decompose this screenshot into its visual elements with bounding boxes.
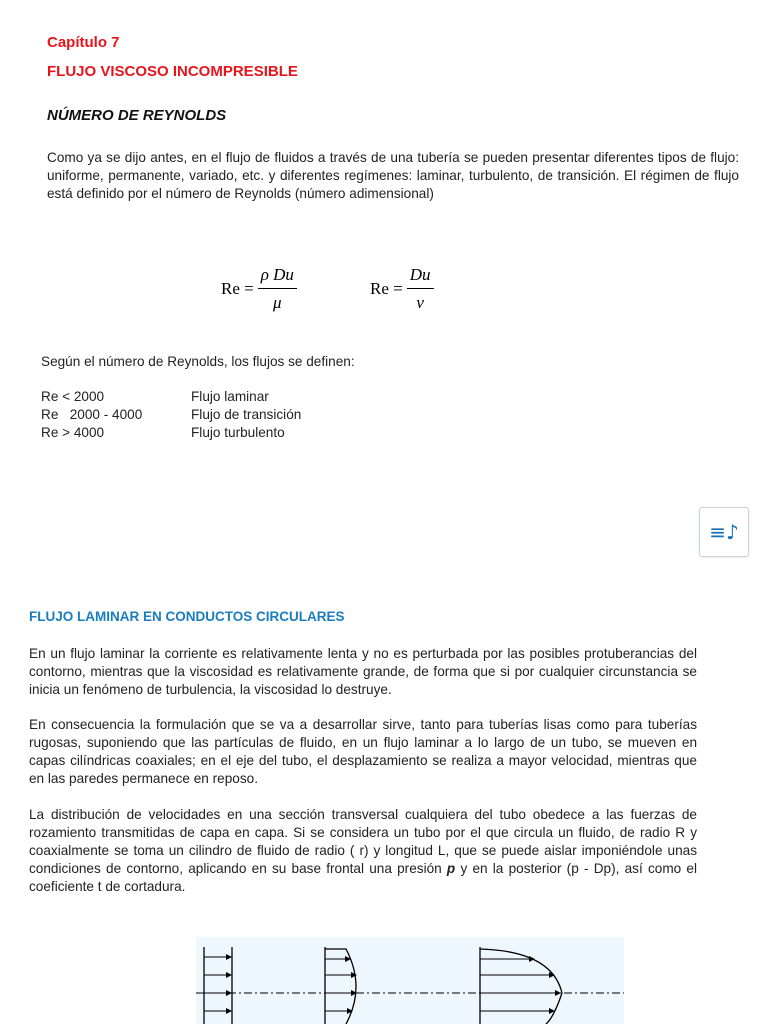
playlist-button[interactable]: [699, 507, 749, 557]
regime-row: [41, 424, 301, 442]
laminar-paragraph-1: En un flujo laminar la corriente es relativamente lenta y no es perturbada por las posibles protuberancias del contorno, mientras que la viscosidad es relativamente grande, de forma que si por cualquier circunstancia se inicia un fenómeno de turbulencia, la viscosidad lo destruye.: [29, 646, 697, 697]
reynolds-formula-dynamic: [221, 265, 297, 313]
regime-range: Re 2000 - 4000: [41, 407, 143, 422]
paragraph-text: y en la posterior (p - Dp), así como el coeficiente t de cortadura.: [29, 861, 697, 894]
section-heading-reynolds: NÚMERO DE REYNOLDS: [47, 107, 227, 124]
regime-range: Re < 2000: [41, 389, 105, 404]
regimes-intro: Según el número de Reynolds, los flujos se definen:: [41, 354, 355, 369]
formula-numerator: Du: [407, 265, 434, 289]
chapter-number: Capítulo 7: [47, 34, 120, 51]
regime-type: Flujo de transición: [191, 407, 302, 422]
reynolds-formula-kinematic: [370, 265, 434, 313]
regime-type: Flujo laminar: [191, 389, 269, 404]
formula-denominator: ν: [416, 293, 424, 312]
regime-row: [41, 388, 301, 406]
velocity-profile-diagram: [196, 937, 624, 1024]
playlist-music-icon: ≡♪: [709, 520, 739, 544]
section-heading-laminar: FLUJO LAMINAR EN CONDUCTOS CIRCULARES: [29, 609, 345, 624]
regime-row: [41, 406, 301, 424]
formula-fraction: [407, 265, 434, 313]
formula-numerator: ρ Du: [258, 265, 297, 289]
formula-fraction: [258, 265, 297, 313]
formula-lhs: Re =: [370, 279, 403, 298]
regime-type: Flujo turbulento: [191, 425, 285, 440]
formula-lhs: Re =: [221, 279, 254, 298]
paragraph-text: La distribución de velocidades en una sección transversal cualquiera del tubo obedece a las fuerzas de rozamiento transmitidas de capa en capa. Si se considera un tubo por el que circula un fluido, de radio R y coaxialmente se toma un cilindro de fluido de radio ( r) y longitud L, que se puede aislar imponiéndole unas condiciones de contorno, aplicando en su base frontal una presión: [29, 807, 697, 876]
regimes-list: [41, 388, 301, 442]
pressure-symbol: p: [446, 861, 456, 876]
laminar-paragraph-3: [29, 806, 697, 896]
velocity-profile-figure: [196, 937, 624, 1024]
regime-range: Re > 4000: [41, 425, 105, 440]
laminar-paragraph-2: En consecuencia la formulación que se va a desarrollar sirve, tanto para tuberías lisas como para tuberías rugosas, suponiendo que las partículas de fluido, en un flujo laminar a lo largo de un tubo, se mueven en capas cilíndricas coaxiales; en el eje del tubo, el desplazamiento se realiza a mayor velocidad, mientras que en las paredes permanece en reposo.: [29, 717, 697, 786]
reynolds-intro-paragraph: Como ya se dijo antes, en el flujo de fluidos a través de una tubería se pueden presentar diferentes tipos de flujo: uniforme, permanente, variado, etc. y diferentes regímenes: laminar, turbulento, de transición. El régimen de flujo está definido por el número de Reynolds (número adimensional): [47, 150, 739, 201]
chapter-title: FLUJO VISCOSO INCOMPRESIBLE: [47, 63, 298, 80]
formula-denominator: μ: [273, 293, 282, 312]
